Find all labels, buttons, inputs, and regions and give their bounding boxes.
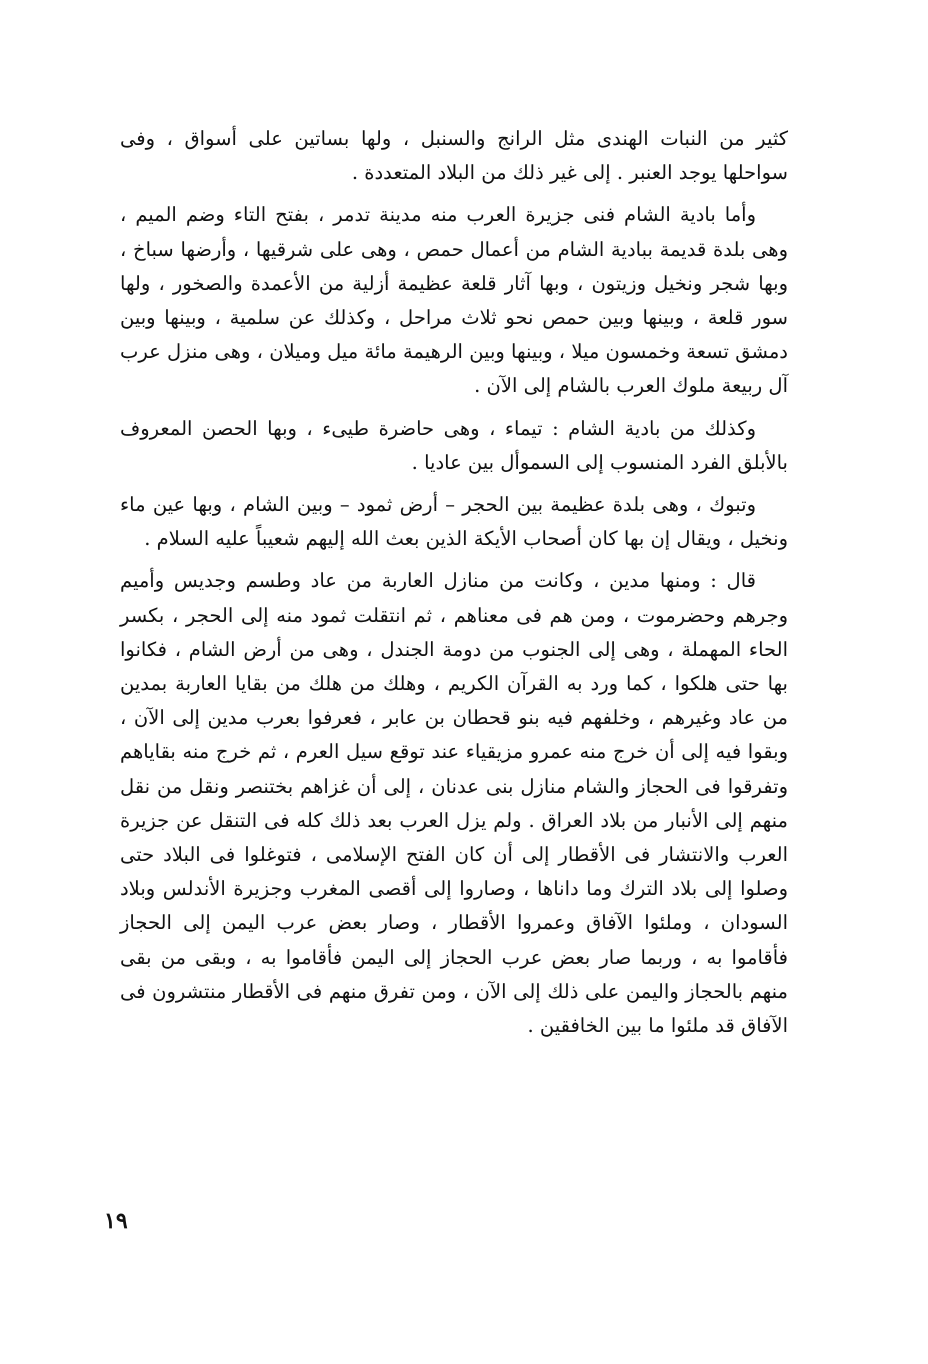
paragraph-2: وأما بادية الشام فنى جزيرة العرب منه مدينة تدمر ، بفتح التاء وضم الميم ، وهى بلدة قديمة ببادية الشام من أعمال حمص ، وهى على شرقيها ، وأرضها سباخ ، وبها شجر ونخيل وزيتون ، وبها آثار قلعة عظيمة أزلية من الأعمدة والصخور ، ولها سور قلعة ، وبينها وبين حمص نحو ثلاث مراحل ، وكذلك عن سلمية ، وبينها وبين دمشق تسعة وخمسون ميلا ، وبينها وبين الرهيمة مائة ميل وميلان ، وهى منزل عرب آل ربيعة ملوك العرب بالشام إلى الآن . <box>120 203 788 398</box>
paragraph-4: وتبوك ، وهى بلدة عظيمة بين الحجر – أرض ثمود – وبين الشام ، وبها عين ماء ونخيل ، ويقال إن بها كان أصحاب الأيكة الذين بعث الله إليهم شعيباً عليه السلام . <box>120 493 788 551</box>
page-number: ١٩ <box>104 1208 128 1234</box>
paragraph-3: وكذلك من بادية الشام : تيماء ، وهى حاضرة طيىء ، وبها الحصن المعروف بالأبلق الفرد المنسوب إلى السموأل بين عاديا . <box>120 416 788 474</box>
paragraph-1: كثير من النبات الهندى مثل الرانج والسنبل ، ولها بساتين على أسواق ، وفى سواحلها يوجد العنبر . إلى غير ذلك من البلاد المتعددة . <box>120 127 788 185</box>
paragraph-5: قال : ومنها مدين ، وكانت من منازل العاربة من عاد وطسم وجديس وأميم وجرهم وحضرموت ، ومن هم فى معناهم ، ثم انتقلت ثمود منه إلى الحجر ، بكسر الحاء المهملة ، وهى إلى الجنوب من دومة الجندل ، وهى من أرض الشام ، فكانوا بها حتى هلكوا ، كما ورد به القرآن الكريم ، وهلك من هلك من بقايا العاربة بمدين من عاد وغيرهم ، وخلفهم فيه بنو قحطان بن عابر ، فعرفوا بعرب مدين إلى الآن ، وبقوا فيه إلى أن خرج منه عمرو مزيقياء عند توقع سيل العرم ، ثم خرج منه بقاياهم وتفرقوا فى الحجاز والشام منازل بنى عدنان ، إلى أن غزاهم بختنصر ونقل من نقل منهم إلى الأنبار من بلاد العراق . ولم يزل العرب بعد ذلك كله فى التنقل عن جزيرة العرب والانتشار فى الأقطار إلى أن كان الفتح الإسلامى ، فتوغلوا فى البلاد حتى وصلوا إلى بلاد الترك وما داناها ، وصاروا إلى أقصى المغرب وجزيرة الأندلس وبلاد السودان ، وملئوا الآفاق وعمروا الأقطار ، وصار بعض عرب اليمن إلى الحجاز فأقاموا به ، وربما صار بعض عرب الحجاز إلى اليمن فأقاموا به ، وبقى من بقى منهم بالحجاز واليمن على ذلك إلى الآن ، ومن تفرق منهم فى الأقطار منتشرون فى الآفاق قد ملئوا ما بين الخافقين . <box>120 569 788 1038</box>
body-text <box>120 122 788 1051</box>
